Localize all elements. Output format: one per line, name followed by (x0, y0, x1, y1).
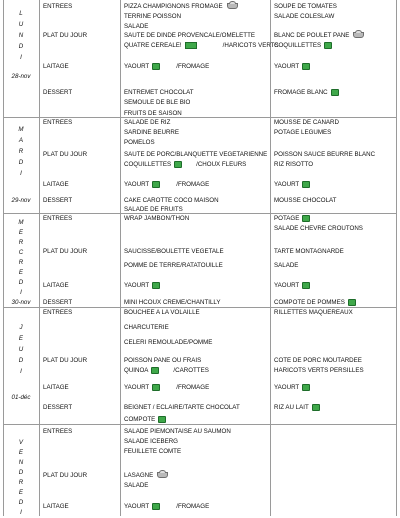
menu-item: MOUSSE CHOCOLAT (274, 197, 337, 204)
day-letter: M (18, 126, 24, 133)
menu-item: POTAGE LEGUMES (274, 129, 332, 136)
day-letter: E (18, 269, 24, 276)
day-separator (3, 307, 397, 308)
menu-item: POISSON PANE OU FRAIS (124, 357, 202, 364)
menu-item: SAUTE DE DINDE PROVENCALE/OMELETTE (124, 32, 255, 39)
menu-item: POTAGE (274, 215, 310, 223)
day-name-friday (5, 438, 37, 518)
organic-icon (302, 63, 310, 70)
menu-item: YAOURT (274, 181, 310, 189)
menu-item: SALADE COLESLAW (274, 13, 335, 20)
menu-item: CAKE CAROTTE COCO MAISON (124, 197, 219, 204)
menu-item: SALADE (124, 23, 149, 30)
menu-item: POMELOS (124, 139, 155, 146)
day-date: 30-nov (11, 299, 31, 306)
label-dessert: DESSERT (43, 89, 73, 96)
menu-item: RILLETTES MAQUEREAUX (274, 309, 353, 316)
label-laitage: LAITAGE (43, 384, 69, 391)
label-entrees: ENTREES (43, 309, 73, 316)
day-letter: A (18, 137, 24, 144)
label-entrees: ENTREES (43, 3, 73, 10)
day-letter: D (18, 43, 24, 50)
day-letter: D (18, 469, 24, 476)
menu-item: SAUTE DE PORC/BLANQUETTE VEGETARIENNE (124, 151, 268, 158)
menu-item: YAOURT /FROMAGE (124, 503, 210, 511)
menu-item: BOUCHEE A LA VOLAILLE (124, 309, 200, 316)
day-letter: R (18, 259, 24, 266)
menu-item: ENTREMET CHOCOLAT (124, 89, 194, 96)
label-laitage: LAITAGE (43, 282, 69, 289)
menu-item: SALADE DE FRUITS (124, 206, 183, 213)
menu-item: COMPOTE (124, 416, 166, 424)
organic-icon (302, 181, 310, 188)
day-name-tuesday (5, 124, 37, 179)
day-separator (3, 117, 397, 118)
menu-item: QUINOA /CAROTTES (124, 367, 209, 375)
menu-item: SALADE PIEMONTAISE AU SAUMON (124, 428, 231, 435)
pot-icon (227, 3, 238, 9)
organic-icon (152, 282, 160, 289)
day-letter: I (20, 54, 22, 61)
day-date: 01-déc (11, 394, 31, 401)
label-entrees: ENTREES (43, 428, 73, 435)
label-dessert: DESSERT (43, 197, 73, 204)
day-letter: D (18, 279, 24, 286)
label-laitage: LAITAGE (43, 503, 69, 510)
grid-line (270, 0, 271, 516)
menu-item: COTE DE PORC MOUTARDEE (274, 357, 362, 364)
label-plat: PLAT DU JOUR (43, 32, 88, 39)
day-letter: U (18, 346, 24, 353)
menu-item: YAOURT /FROMAGE (124, 384, 210, 392)
day-letter: M (18, 219, 24, 226)
menu-item: SOUPE DE TOMATES (274, 3, 337, 10)
menu-item: BLANC DE POULET PANE (274, 32, 364, 40)
menu-item: SALADE ICEBERG (124, 438, 178, 445)
day-letter: D (18, 159, 24, 166)
day-letter: R (18, 239, 24, 246)
day-letter: L (19, 10, 23, 17)
menu-item: CHARCUTERIE (124, 324, 169, 331)
day-name-thursday (5, 322, 37, 377)
organic-icon (302, 282, 310, 289)
day-letter: N (18, 32, 24, 39)
menu-item: QUATRE CEREALE! /HARICOTS VERTS (124, 42, 279, 50)
menu-item: YAOURT /FROMAGE (124, 181, 210, 189)
organic-icon (324, 42, 332, 49)
menu-item: POMME DE TERRE/RATATOUILLE (124, 262, 223, 269)
organic-icon (312, 404, 320, 411)
day-letter: J (19, 324, 23, 331)
menu-item: SEMOULE DE BLE BIO (124, 99, 191, 106)
day-letter: U (18, 21, 24, 28)
organic-icon (152, 181, 160, 188)
label-laitage: LAITAGE (43, 181, 69, 188)
menu-item: YAOURT (274, 63, 310, 71)
organic-icon (152, 63, 160, 70)
organic-icon (174, 161, 182, 168)
day-separator (3, 424, 397, 425)
menu-item: FRUITS DE SAISON (124, 110, 182, 117)
menu-item: SAUCISSE/BOULETTE VEGETALE (124, 248, 224, 255)
grid-line (120, 0, 121, 516)
menu-item: CELERI REMOULADE/POMME (124, 339, 213, 346)
day-letter: E (18, 335, 24, 342)
menu-item: MOUSSE DE CANARD (274, 119, 339, 126)
label-dessert: DESSERT (43, 404, 73, 411)
day-letter: I (20, 289, 22, 296)
menu-item: WRAP JAMBON/THON (124, 215, 190, 222)
day-letter: I (20, 368, 22, 375)
day-letter: I (20, 170, 22, 177)
menu-item: FROMAGE BLANC (274, 89, 339, 97)
day-letter: E (18, 489, 24, 496)
organic-icon (331, 89, 339, 96)
organic-icon (302, 384, 310, 391)
menu-item: TARTE MONTAGNARDE (274, 248, 344, 255)
organic-icon (185, 42, 197, 49)
label-entrees: ENTREES (43, 215, 73, 222)
menu-item: SALADE CHEVRE CROUTONS (274, 225, 363, 232)
day-letter: E (18, 229, 24, 236)
day-letter: C (18, 249, 24, 256)
organic-icon (152, 503, 160, 510)
menu-item: YAOURT (274, 384, 310, 392)
label-dessert: DESSERT (43, 299, 73, 306)
day-letter: R (18, 148, 24, 155)
day-name-wednesday (5, 218, 37, 298)
organic-icon (348, 299, 356, 306)
organic-icon (158, 416, 166, 423)
day-letter: N (18, 459, 24, 466)
menu-item: YAOURT /FROMAGE (124, 63, 210, 71)
menu-item: POISSON SAUCE BEURRE BLANC (274, 151, 376, 158)
label-plat: PLAT DU JOUR (43, 248, 88, 255)
menu-item: FEUILLETE COMTE (124, 448, 182, 455)
organic-icon (152, 384, 160, 391)
menu-item: BEIGNET / ECLAIRE/TARTE CHOCOLAT (124, 404, 240, 411)
day-date: 29-nov (11, 197, 31, 204)
menu-item: YAOURT (274, 282, 310, 290)
label-plat: PLAT DU JOUR (43, 357, 88, 364)
pot-icon (353, 32, 364, 38)
menu-item: SARDINE BEURRE (124, 129, 180, 136)
day-letter: D (18, 499, 24, 506)
menu-item: RIZ AU LAIT (274, 404, 320, 412)
grid-line (396, 0, 397, 516)
menu-item: SALADE DE RIZ (124, 119, 171, 126)
label-plat: PLAT DU JOUR (43, 472, 88, 479)
day-name-monday (5, 8, 37, 63)
menu-item: COQUILLETTES /CHOUX FLEURS (124, 161, 247, 169)
menu-item: COMPOTE DE POMMES (274, 299, 356, 307)
day-letter: E (18, 449, 24, 456)
grid-line (39, 0, 40, 516)
label-entrees: ENTREES (43, 119, 73, 126)
pot-icon (157, 472, 168, 478)
menu-item: YAOURT (124, 282, 160, 290)
organic-icon (151, 367, 159, 374)
menu-item: COQUILLETTES (274, 42, 332, 50)
menu-item: SALADE (274, 262, 299, 269)
day-letter: D (18, 357, 24, 364)
menu-item: PIZZA CHAMPIGNONS FROMAGE (124, 3, 238, 11)
label-plat: PLAT DU JOUR (43, 151, 88, 158)
day-letter: R (18, 479, 24, 486)
menu-item: MINI HCOUX CREME/CHANTILLY (124, 299, 221, 306)
label-laitage: LAITAGE (43, 63, 69, 70)
menu-item: RIZ RISOTTO (274, 161, 314, 168)
organic-icon (302, 215, 310, 222)
menu-item: SALADE (124, 482, 149, 489)
menu-item: LASAGNE (124, 472, 168, 480)
menu-item: HARICOTS VERTS PERSILLES (274, 367, 364, 374)
day-date: 28-nov (11, 73, 31, 80)
menu-item: TERRINE POISSON (124, 13, 182, 20)
day-letter: I (20, 509, 22, 516)
day-separator (3, 213, 397, 214)
menu-table (3, 0, 397, 516)
day-letter: V (18, 439, 24, 446)
